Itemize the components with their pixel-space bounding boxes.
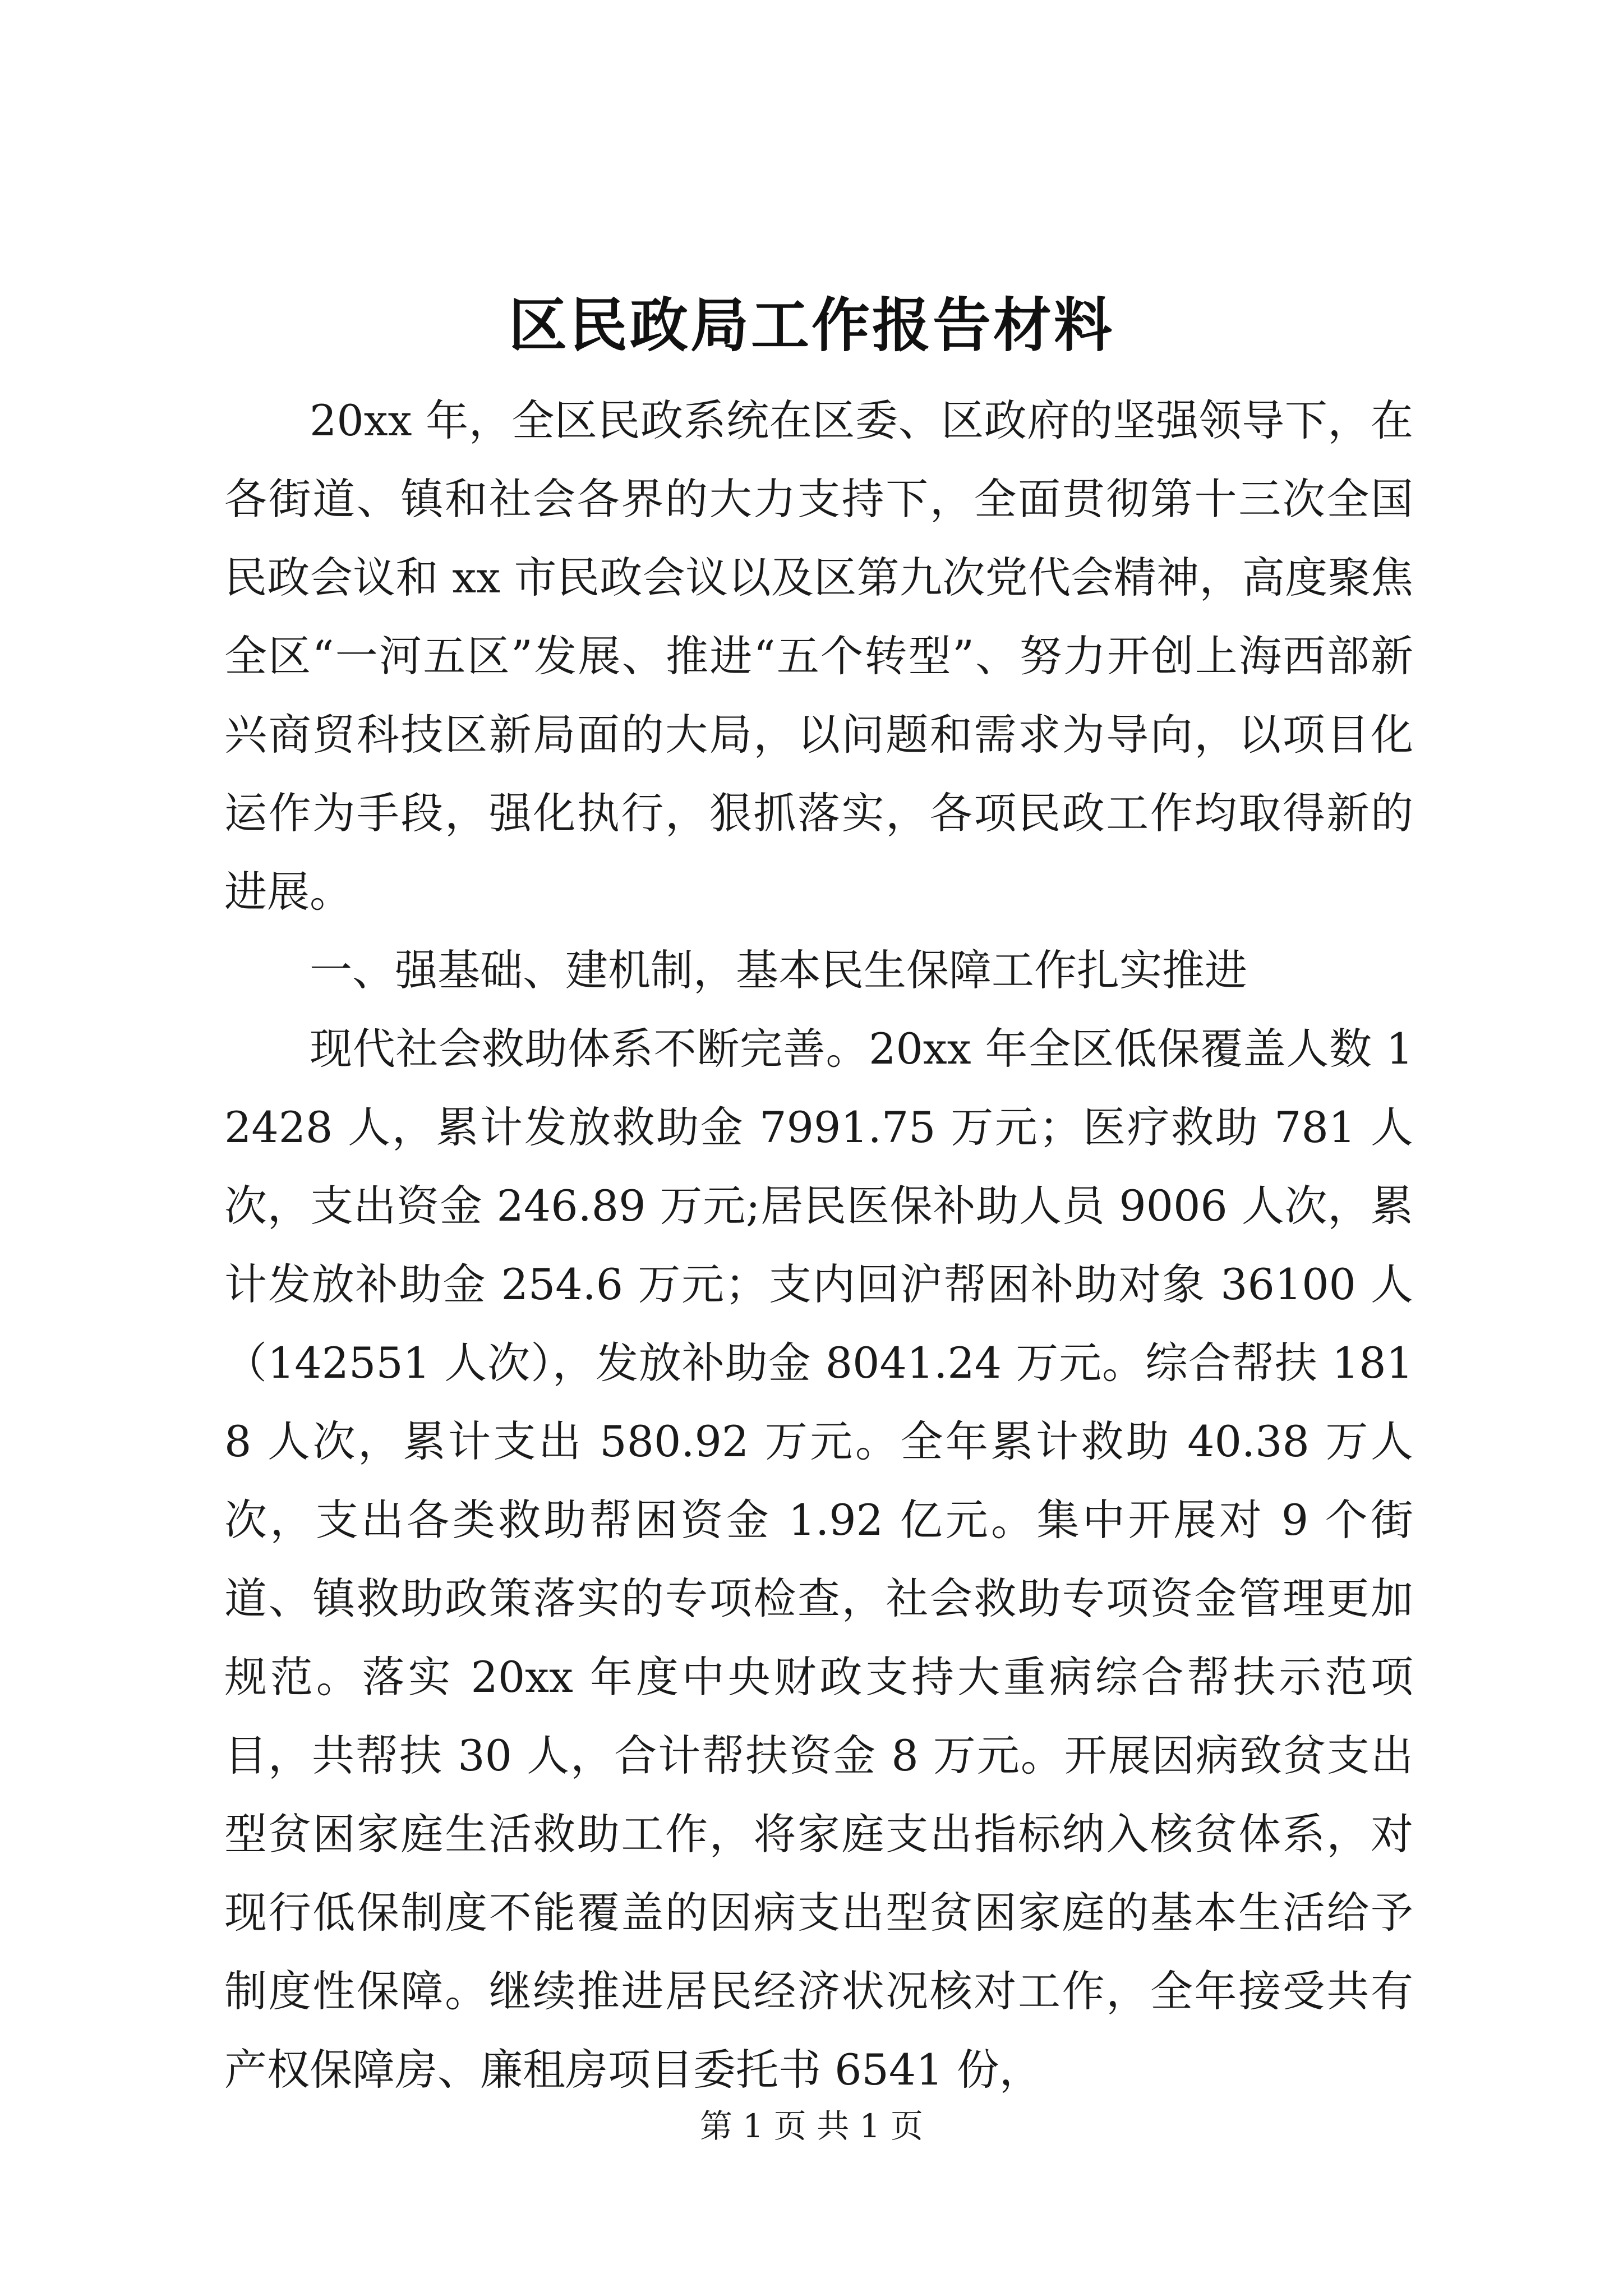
section-heading: 一、强基础、建机制，基本民生保障工作扎实推进 xyxy=(310,945,1247,995)
section-paragraph: 现代社会救助体系不断完善。20xx 年全区低保覆盖人数 12428 人，累计发放救助金 7991.75 万元；医疗救助 781 人次，支出资金 246.89 万元;居民医保补助人员 9006 人次，累计发放补助金 254.6 万元；支内回沪帮困补助对象 36100 人（142551 人次），发放补助金 8041.24 万元。综合帮扶 1818 人次，累计支出 580.92 万元。全年累计救助 40.38 万人次，支出各类救助帮困资金 1.92 亿元。集中开展对 9 个街道、镇救助政策落实的专项检查，社会救助专项资金管理更加规范。落实 20xx 年度中央财政支持大重病综合帮扶示范项目，共帮扶 30 人，合计帮扶资金 8 万元。开展因病致贫支出型贫困家庭生活救助工作，将家庭支出指标纳入核贫体系，对现行低保制度不能覆盖的因病支出型贫困家庭的基本生活给予制度性保障。继续推进居民经济状况核对工作，全年接受共有产权保障房、廉租房项目委托书 6541 份， xyxy=(224,1024,1413,2095)
intro-paragraph: 20xx 年，全区民政系统在区委、区政府的坚强领导下，在各街道、镇和社会各界的大力支持下，全面贯彻第十三次全国民政会议和 xx 市民政会议以及区第九次党代会精神，高度聚焦全区“一河五区”发展、推进“五个转型”、努力开创上海西部新兴商贸科技区新局面的大局，以问题和需求为导向，以项目化运作为手段，强化执行，狠抓落实，各项民政工作均取得新的进展。 xyxy=(224,395,1413,917)
document-title: 区民政局工作报告材料 xyxy=(508,291,1114,360)
page-footer: 第 1 页 共 1 页 xyxy=(700,2107,923,2145)
document-body xyxy=(224,381,1413,2109)
